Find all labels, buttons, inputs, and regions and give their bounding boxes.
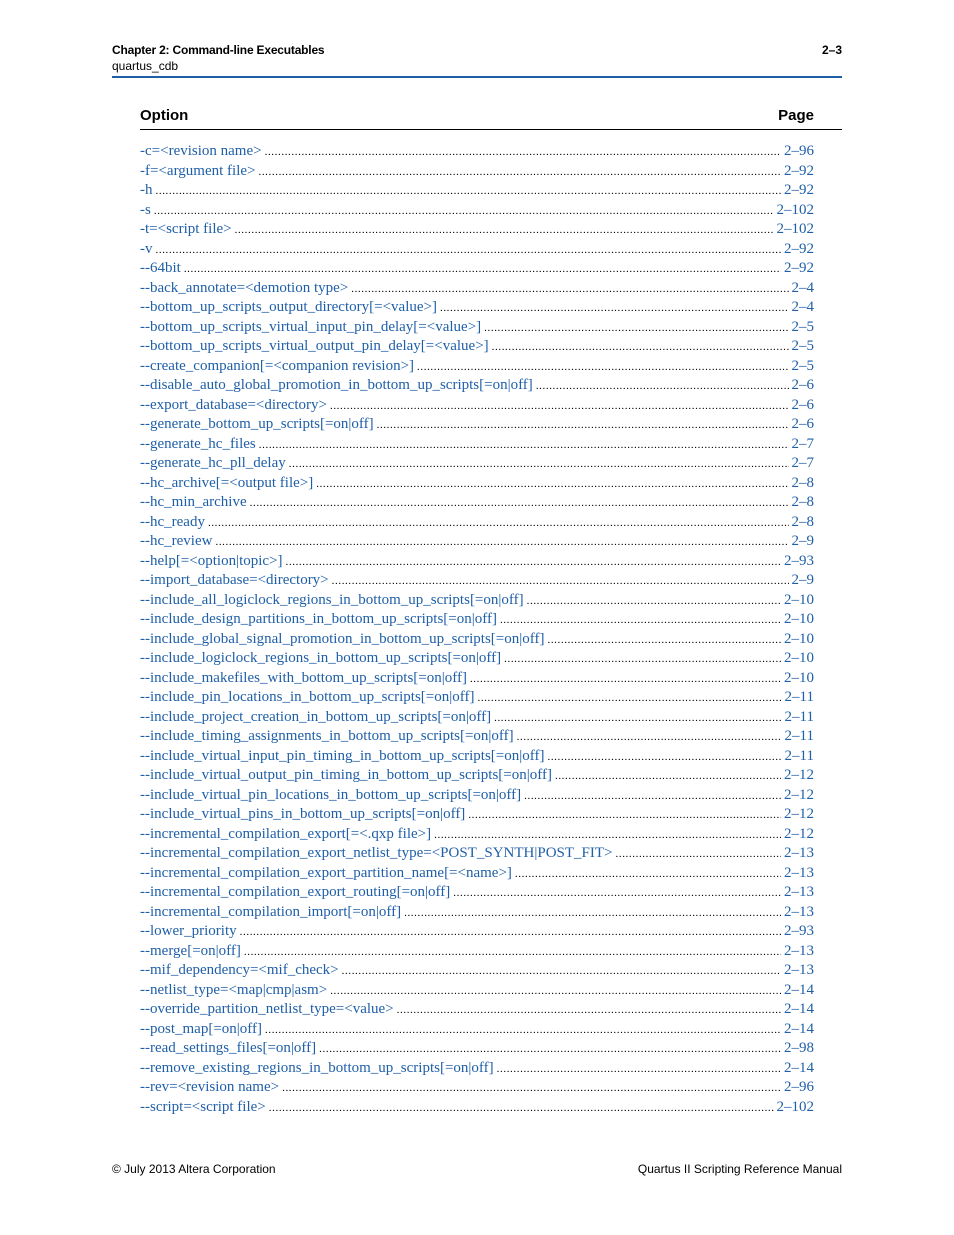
page-link[interactable]: 2–11 bbox=[784, 689, 814, 705]
page-link[interactable]: 2–11 bbox=[784, 747, 814, 764]
table-row bbox=[140, 279, 814, 299]
option-link[interactable]: -f=<argument file> bbox=[140, 162, 256, 179]
table-row bbox=[140, 630, 814, 650]
page-link[interactable]: 2–4 bbox=[791, 279, 814, 296]
page-link[interactable]: 2–9 bbox=[791, 533, 814, 549]
table-row bbox=[140, 610, 814, 630]
option-link[interactable]: --incremental_compilation_export_netlist_type=<POST_SYNTH|POST_FIT> bbox=[140, 845, 613, 861]
table-row bbox=[140, 786, 814, 806]
table-row bbox=[140, 357, 814, 377]
table-row bbox=[140, 532, 814, 552]
page-link[interactable]: 2–98 bbox=[784, 1040, 814, 1056]
option-link[interactable]: --include_virtual_input_pin_timing_in_bottom_up_scripts[=on|off] bbox=[140, 747, 545, 764]
option-link[interactable]: --override_partition_netlist_type=<value> bbox=[140, 1001, 394, 1017]
dot-leader bbox=[404, 904, 781, 924]
page-link[interactable]: 2–8 bbox=[791, 494, 814, 510]
dot-leader bbox=[269, 1099, 774, 1119]
table-row bbox=[140, 688, 814, 708]
dot-leader bbox=[468, 806, 781, 826]
page-link[interactable]: 2–10 bbox=[784, 630, 814, 647]
page-link[interactable]: 2–14 bbox=[784, 1059, 814, 1076]
header-page-number: 2–3 bbox=[821, 43, 842, 57]
table-row bbox=[140, 474, 814, 494]
option-link[interactable]: --generate_hc_pll_delay bbox=[140, 455, 286, 471]
option-link[interactable]: --script=<script file> bbox=[140, 1098, 266, 1115]
table-row bbox=[140, 337, 814, 357]
table-row bbox=[140, 298, 814, 318]
page-link[interactable]: 2–12 bbox=[784, 806, 814, 822]
table-row bbox=[140, 181, 814, 201]
dot-leader bbox=[440, 299, 789, 319]
option-link[interactable]: --import_database=<directory> bbox=[140, 572, 329, 588]
option-link[interactable]: --help[=<option|topic>] bbox=[140, 552, 283, 569]
page-link[interactable]: 2–93 bbox=[784, 923, 814, 939]
column-header-option: Option bbox=[140, 107, 189, 124]
dot-leader bbox=[500, 611, 781, 631]
dot-leader bbox=[259, 436, 789, 456]
table-row bbox=[140, 513, 814, 533]
option-link[interactable]: --lower_priority bbox=[140, 923, 237, 939]
page-link[interactable]: 2–6 bbox=[791, 416, 814, 432]
table-row bbox=[140, 396, 814, 416]
table-row bbox=[140, 708, 814, 728]
table-row bbox=[140, 493, 814, 513]
page-link[interactable]: 2–14 bbox=[784, 1001, 814, 1017]
option-link[interactable]: --include_all_logiclock_regions_in_bottom_up_scripts[=on|off] bbox=[140, 591, 524, 608]
dot-leader bbox=[330, 982, 781, 1002]
option-link[interactable]: --hc_ready bbox=[140, 513, 205, 530]
page-link[interactable]: 2–6 bbox=[791, 396, 814, 413]
footer-manual-title: Quartus II Scripting Reference Manual bbox=[637, 1162, 842, 1176]
table-row bbox=[140, 727, 814, 747]
option-link[interactable]: --bottom_up_scripts_virtual_input_pin_delay[=<value>] bbox=[140, 318, 482, 335]
dot-leader bbox=[184, 260, 781, 280]
dot-leader bbox=[351, 280, 788, 300]
option-link[interactable]: --remove_existing_regions_in_bottom_up_scripts[=on|off] bbox=[140, 1059, 494, 1076]
dot-leader bbox=[265, 1021, 781, 1041]
option-link[interactable]: --include_project_creation_in_bottom_up_scripts[=on|off] bbox=[140, 708, 492, 725]
page-link[interactable]: 2–7 bbox=[791, 435, 814, 452]
table-row bbox=[140, 1078, 814, 1098]
table-row bbox=[140, 318, 814, 338]
dot-leader bbox=[434, 826, 781, 846]
page-link[interactable]: 2–5 bbox=[791, 357, 814, 374]
option-link[interactable]: --bottom_up_scripts_output_directory[=<value>] bbox=[140, 299, 437, 315]
page-link[interactable]: 2–13 bbox=[784, 864, 814, 881]
dot-leader bbox=[250, 494, 789, 514]
option-link[interactable]: --include_global_signal_promotion_in_bottom_up_scripts[=on|off] bbox=[140, 630, 545, 647]
page-link[interactable]: 2–12 bbox=[784, 825, 814, 842]
dot-leader bbox=[515, 865, 781, 885]
table-row bbox=[140, 903, 814, 923]
dot-leader bbox=[524, 787, 781, 807]
option-link[interactable]: --disable_auto_global_promotion_in_bottom_up_scripts[=on|off] bbox=[140, 377, 533, 393]
page-link[interactable]: 2–9 bbox=[791, 572, 814, 588]
dot-leader bbox=[240, 923, 781, 943]
option-link[interactable]: --hc_review bbox=[140, 533, 213, 549]
table-row bbox=[140, 825, 814, 845]
dot-leader bbox=[156, 241, 782, 261]
option-link[interactable]: --generate_bottom_up_scripts[=on|off] bbox=[140, 416, 374, 432]
page-link[interactable]: 2–96 bbox=[784, 1079, 814, 1095]
dot-leader bbox=[616, 845, 782, 865]
table-row bbox=[140, 766, 814, 786]
dot-leader bbox=[494, 709, 781, 729]
page-link[interactable]: 2–5 bbox=[791, 338, 814, 354]
option-link[interactable]: --post_map[=on|off] bbox=[140, 1020, 262, 1037]
dot-leader bbox=[492, 338, 789, 358]
option-link[interactable]: --bottom_up_scripts_virtual_output_pin_delay[=<value>] bbox=[140, 338, 489, 354]
dot-leader bbox=[208, 514, 789, 534]
page-link[interactable]: 2–12 bbox=[784, 767, 814, 783]
dot-leader bbox=[527, 592, 781, 612]
table-row bbox=[140, 552, 814, 572]
dot-leader bbox=[477, 689, 781, 709]
header-rule bbox=[112, 76, 842, 78]
page-link[interactable]: 2–10 bbox=[784, 611, 814, 627]
table-row bbox=[140, 571, 814, 591]
table-row bbox=[140, 201, 814, 221]
chapter-title: Chapter 2: Command-line Executables bbox=[112, 43, 325, 57]
dot-leader bbox=[154, 202, 774, 222]
page-link[interactable]: 2–12 bbox=[784, 786, 814, 803]
option-link[interactable]: --include_timing_assignments_in_bottom_up_scripts[=on|off] bbox=[140, 728, 514, 744]
table-row bbox=[140, 142, 814, 162]
table-row bbox=[140, 669, 814, 689]
dot-leader bbox=[332, 572, 789, 592]
option-link[interactable]: -v bbox=[140, 240, 153, 257]
table-row bbox=[140, 981, 814, 1001]
option-link[interactable]: --rev=<revision name> bbox=[140, 1079, 280, 1095]
dot-leader bbox=[289, 455, 789, 475]
option-link[interactable]: --hc_archive[=<output file>] bbox=[140, 474, 314, 491]
table-row bbox=[140, 942, 814, 962]
dot-leader bbox=[377, 416, 789, 436]
dot-leader bbox=[453, 884, 781, 904]
table-row bbox=[140, 1000, 814, 1020]
option-link[interactable]: --include_design_partitions_in_bottom_up_scripts[=on|off] bbox=[140, 611, 497, 627]
option-link[interactable]: --hc_min_archive bbox=[140, 494, 247, 510]
dot-leader bbox=[258, 163, 781, 183]
column-header-page: Page bbox=[778, 107, 814, 124]
table-row bbox=[140, 1020, 814, 1040]
dot-leader bbox=[286, 553, 781, 573]
dot-leader bbox=[316, 475, 788, 495]
section-subtitle: quartus_cdb bbox=[112, 59, 179, 73]
page-link[interactable]: 2–13 bbox=[784, 903, 814, 920]
page-link[interactable]: 2–11 bbox=[784, 708, 814, 725]
table-row bbox=[140, 435, 814, 455]
option-link[interactable]: --incremental_compilation_import[=on|off] bbox=[140, 903, 402, 920]
option-index-list bbox=[140, 142, 814, 1117]
table-row bbox=[140, 805, 814, 825]
page-link[interactable]: 2–11 bbox=[784, 728, 814, 744]
option-link[interactable]: --include_virtual_pin_locations_in_bottom_up_scripts[=on|off] bbox=[140, 786, 522, 803]
dot-leader bbox=[282, 1079, 781, 1099]
option-link[interactable]: --read_settings_files[=on|off] bbox=[140, 1040, 317, 1056]
dot-leader bbox=[244, 943, 781, 963]
dot-leader bbox=[504, 650, 781, 670]
table-row bbox=[140, 240, 814, 260]
page-link[interactable]: 2–93 bbox=[784, 552, 814, 569]
option-link[interactable]: --64bit bbox=[140, 260, 181, 276]
option-link[interactable]: --include_virtual_output_pin_timing_in_bottom_up_scripts[=on|off] bbox=[140, 767, 552, 783]
page-header bbox=[112, 43, 842, 79]
table-row bbox=[140, 376, 814, 396]
option-link[interactable]: -s bbox=[140, 201, 151, 218]
table-row bbox=[140, 961, 814, 981]
page-link[interactable]: 2–92 bbox=[784, 240, 814, 257]
dot-leader bbox=[156, 182, 782, 202]
option-link[interactable]: --include_makefiles_with_bottom_up_scripts[=on|off] bbox=[140, 669, 467, 686]
page-link[interactable]: 2–92 bbox=[784, 260, 814, 276]
page-link[interactable]: 2–102 bbox=[776, 1098, 814, 1115]
option-link[interactable]: --incremental_compilation_export[=<.qxp file>] bbox=[140, 825, 432, 842]
table-row bbox=[140, 649, 814, 669]
dot-leader bbox=[397, 1001, 781, 1021]
option-link[interactable]: --incremental_compilation_export_partition_name[=<name>] bbox=[140, 864, 512, 881]
table-row bbox=[140, 454, 814, 474]
page-link[interactable]: 2–10 bbox=[784, 669, 814, 686]
table-row bbox=[140, 1098, 814, 1118]
table-row bbox=[140, 259, 814, 279]
page-link[interactable]: 2–8 bbox=[791, 513, 814, 530]
table-row bbox=[140, 1039, 814, 1059]
option-link[interactable]: --netlist_type=<map|cmp|asm> bbox=[140, 981, 328, 998]
dot-leader bbox=[484, 319, 788, 339]
dot-leader bbox=[235, 221, 774, 241]
page-link[interactable]: 2–5 bbox=[791, 318, 814, 335]
dot-leader bbox=[547, 748, 781, 768]
table-row bbox=[140, 922, 814, 942]
option-link[interactable]: -h bbox=[140, 182, 153, 198]
page-link[interactable]: 2–14 bbox=[784, 1020, 814, 1037]
page-link[interactable]: 2–4 bbox=[791, 299, 814, 315]
dot-leader bbox=[517, 728, 782, 748]
page-link[interactable]: 2–10 bbox=[784, 650, 814, 666]
page-link[interactable]: 2–96 bbox=[784, 143, 814, 159]
table-row bbox=[140, 415, 814, 435]
page-link[interactable]: 2–102 bbox=[776, 201, 814, 218]
dot-leader bbox=[547, 631, 781, 651]
option-link[interactable]: --include_pin_locations_in_bottom_up_scripts[=on|off] bbox=[140, 689, 475, 705]
dot-leader bbox=[536, 377, 789, 397]
dot-leader bbox=[497, 1060, 781, 1080]
option-link[interactable]: --merge[=on|off] bbox=[140, 942, 241, 959]
table-row bbox=[140, 844, 814, 864]
page-link[interactable]: 2–13 bbox=[784, 942, 814, 959]
dot-leader bbox=[555, 767, 781, 787]
table-row bbox=[140, 1059, 814, 1079]
page-link[interactable]: 2–92 bbox=[784, 162, 814, 179]
option-link[interactable]: -t=<script file> bbox=[140, 221, 232, 237]
dot-leader bbox=[470, 670, 781, 690]
option-link[interactable]: --include_virtual_pins_in_bottom_up_scripts[=on|off] bbox=[140, 806, 466, 822]
page-link[interactable]: 2–7 bbox=[791, 455, 814, 471]
table-row bbox=[140, 591, 814, 611]
page-link[interactable]: 2–6 bbox=[791, 377, 814, 393]
option-link[interactable]: --include_logiclock_regions_in_bottom_up_scripts[=on|off] bbox=[140, 650, 502, 666]
page-link[interactable]: 2–13 bbox=[784, 845, 814, 861]
page-link[interactable]: 2–102 bbox=[776, 221, 814, 237]
option-link[interactable]: --incremental_compilation_export_routing[=on|off] bbox=[140, 884, 451, 900]
table-row bbox=[140, 864, 814, 884]
dot-leader bbox=[265, 143, 781, 163]
option-link[interactable]: --create_companion[=<companion revision>] bbox=[140, 357, 415, 374]
page-link[interactable]: 2–8 bbox=[791, 474, 814, 491]
option-link[interactable]: --mif_dependency=<mif_check> bbox=[140, 962, 339, 978]
table-row bbox=[140, 220, 814, 240]
table-row bbox=[140, 883, 814, 903]
table-row bbox=[140, 747, 814, 767]
dot-leader bbox=[330, 397, 789, 417]
dot-leader bbox=[417, 358, 788, 378]
option-link[interactable]: --back_annotate=<demotion type> bbox=[140, 279, 349, 296]
footer-copyright: © July 2013 Altera Corporation bbox=[112, 1162, 276, 1176]
table-row bbox=[140, 162, 814, 182]
dot-leader bbox=[319, 1040, 781, 1060]
page-link[interactable]: 2–14 bbox=[784, 981, 814, 998]
dot-leader bbox=[342, 962, 781, 982]
page-link[interactable]: 2–10 bbox=[784, 591, 814, 608]
dot-leader bbox=[215, 533, 788, 553]
option-link[interactable]: --export_database=<directory> bbox=[140, 396, 327, 413]
option-link[interactable]: -c=<revision name> bbox=[140, 143, 262, 159]
page-link[interactable]: 2–92 bbox=[784, 182, 814, 198]
option-link[interactable]: --generate_hc_files bbox=[140, 435, 256, 452]
table-header bbox=[140, 107, 842, 130]
page-link[interactable]: 2–13 bbox=[784, 962, 814, 978]
page-link[interactable]: 2–13 bbox=[784, 884, 814, 900]
